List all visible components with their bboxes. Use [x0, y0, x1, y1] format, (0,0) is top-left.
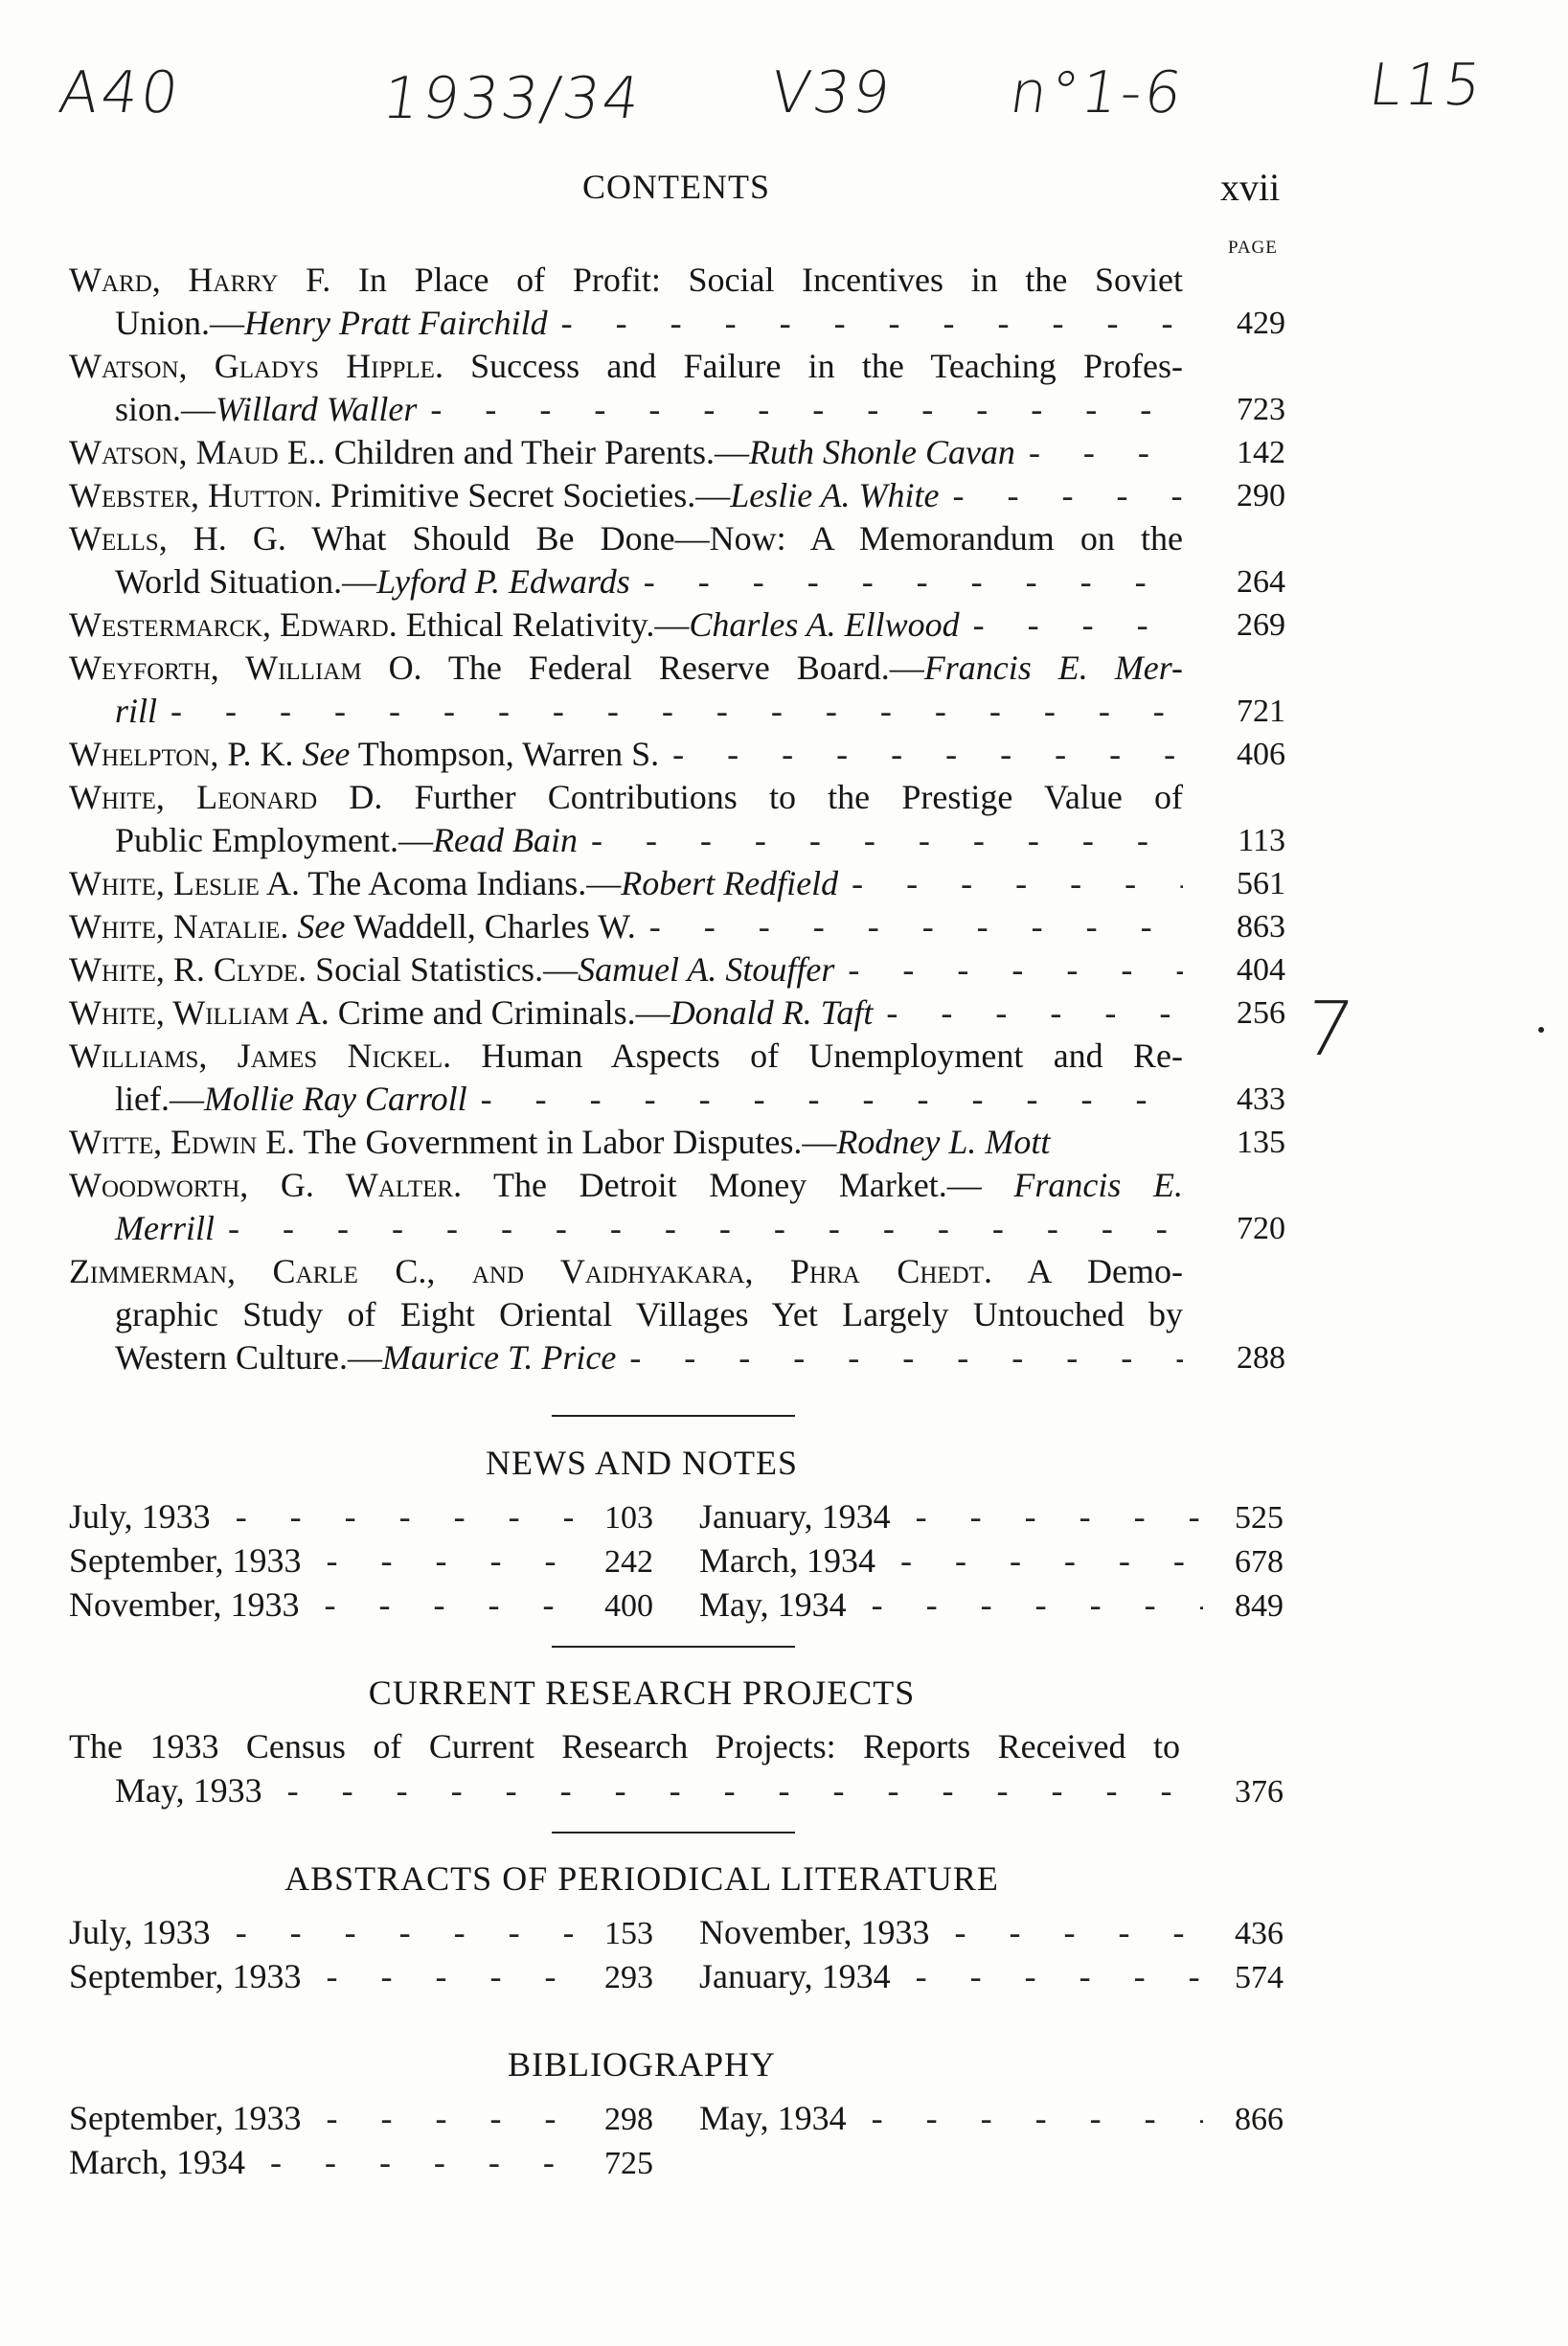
- list-item: [69, 517, 1285, 604]
- author-name: White, Natalie.: [69, 907, 289, 945]
- author-name: Whelpton, P. K.: [69, 735, 294, 773]
- issue-label: July, 1933: [69, 1913, 211, 1951]
- list-item: [69, 1910, 653, 1956]
- leader-dots: [916, 1954, 1203, 1998]
- leader-dots: [644, 560, 1183, 604]
- reviewer-name: Robert Redfield: [621, 864, 839, 902]
- page-ref: 288: [1237, 1340, 1285, 1376]
- list-item: [69, 1121, 1285, 1164]
- list-item: [69, 1954, 653, 2000]
- leader-dots: [900, 1538, 1203, 1583]
- page-ref: 142: [1237, 435, 1285, 470]
- section-title-abstracts: ABSTRACTS OF PERIODICAL LITERATURE: [284, 1859, 999, 1898]
- page-ref: 290: [1237, 478, 1285, 513]
- leader-dots: [270, 2140, 573, 2184]
- section-divider: [552, 1832, 795, 1834]
- reviewer-name: Leslie A. White: [730, 476, 940, 514]
- leader-dots: [955, 1910, 1203, 1954]
- leader-dots: [591, 819, 1183, 862]
- book-title: World Situation.—: [115, 562, 377, 601]
- list-item: [699, 2096, 1284, 2142]
- list-item: [69, 2096, 653, 2142]
- section-title-bibliography: BIBLIOGRAPHY: [507, 2045, 776, 2084]
- leader-dots: [872, 2096, 1203, 2140]
- leader-dots: [852, 862, 1183, 905]
- leader-dots: [1029, 431, 1183, 474]
- list-item: [699, 1910, 1284, 1956]
- leader-dots: [325, 1583, 573, 1627]
- handwritten-note: A40: [55, 59, 186, 126]
- book-title: Success and Failure in the Teaching Profes-: [443, 347, 1183, 385]
- issue-label: November, 1933: [699, 1913, 930, 1951]
- leader-dots: [973, 604, 1183, 647]
- list-item: [69, 259, 1285, 345]
- section-title-news: NEWS AND NOTES: [486, 1444, 798, 1482]
- author-name: Woodworth, G. Walter.: [69, 1166, 463, 1204]
- author-name: White, Leonard D.: [69, 778, 383, 816]
- leader-dots: [481, 1078, 1183, 1121]
- page-ref: 404: [1237, 952, 1285, 988]
- page-ref: 298: [604, 2102, 653, 2137]
- list-item: [69, 1250, 1285, 1379]
- list-item: [69, 1583, 653, 1629]
- ink-dot: [1538, 1027, 1544, 1033]
- book-title: What Should Be Done—Now: A Memorandum on the: [285, 519, 1183, 558]
- reviewer-name: Willard Waller: [216, 390, 418, 428]
- research-description: The 1933 Census of Current Research Projects: Reports Received to: [69, 1727, 1180, 1765]
- issue-label: September, 1933: [69, 2099, 302, 2137]
- section-divider: [552, 1646, 795, 1648]
- cross-reference: Waddell, Charles W.: [345, 907, 636, 945]
- book-title: Ethical Relativity.—: [397, 605, 690, 644]
- list-item: [699, 1538, 1284, 1584]
- leader-dots: [916, 1494, 1203, 1538]
- page-ref: 103: [604, 1500, 653, 1536]
- leader-dots: [886, 991, 1183, 1035]
- leader-dots: [327, 1954, 573, 1998]
- list-item: [69, 905, 1285, 948]
- handwritten-note: 1933/34: [378, 65, 648, 132]
- issue-label: May, 1934: [699, 1585, 847, 1624]
- author-name: White, Leslie A.: [69, 864, 300, 902]
- reviewer-name: Lyford P. Edwards: [376, 562, 630, 601]
- book-title: Primitive Secret Societies.—: [322, 476, 731, 514]
- reviewer-name: Samuel A. Stouffer: [578, 950, 835, 989]
- list-item: [69, 733, 1285, 776]
- page-ref: 242: [604, 1544, 653, 1580]
- author-name: Zimmerman, Carle C., and Vaidhyakara, Phra Chedt.: [69, 1252, 992, 1290]
- leader-dots: [287, 1768, 1203, 1812]
- book-title: sion.—: [115, 390, 216, 428]
- list-item: [69, 1035, 1285, 1121]
- page-ref: 256: [1237, 995, 1285, 1031]
- page-number: xvii: [1220, 166, 1281, 209]
- list-item: [115, 1768, 1284, 1814]
- list-item: [69, 1494, 653, 1540]
- author-name: Westermarck, Edward.: [69, 605, 398, 644]
- leader-dots: [953, 474, 1183, 517]
- issue-label: January, 1934: [699, 1497, 891, 1536]
- handwritten-note: n°1-6: [1006, 59, 1189, 126]
- leader-dots: [848, 948, 1183, 991]
- reviewer-name: Rodney L. Mott: [836, 1123, 1051, 1161]
- page-column-label: PAGE: [1228, 238, 1278, 258]
- book-title: The Federal Reserve Board.—: [421, 649, 924, 687]
- page-ref: 525: [1235, 1500, 1284, 1536]
- reviewer-name: Francis E. Mer-: [923, 649, 1183, 687]
- page-header: [0, 159, 1568, 216]
- list-item: [69, 647, 1285, 733]
- page-ref: 269: [1237, 607, 1285, 643]
- issue-label: January, 1934: [699, 1957, 891, 1995]
- reviewer-name: Charles A. Ellwood: [689, 605, 960, 644]
- page-ref: 376: [1235, 1774, 1284, 1810]
- page-ref: 574: [1235, 1960, 1284, 1995]
- author-name: Witte, Edwin E.: [69, 1123, 296, 1161]
- book-title: A Demo-: [992, 1252, 1183, 1290]
- issue-label: March, 1934: [69, 2143, 245, 2181]
- leader-dots: [170, 690, 1183, 733]
- page-ref: 135: [1237, 1125, 1285, 1160]
- author-name: White, R. Clyde.: [69, 950, 307, 989]
- leader-dots: [672, 733, 1183, 776]
- list-item: [69, 474, 1285, 517]
- see-also-label: See: [302, 735, 351, 773]
- author-name: Ward, Harry F.: [69, 261, 331, 299]
- page-title: CONTENTS: [582, 168, 770, 206]
- list-item: [699, 1954, 1284, 2000]
- see-also-label: See: [297, 907, 346, 945]
- leader-dots: [561, 302, 1183, 345]
- list-item: [69, 948, 1285, 991]
- list-item: [699, 1494, 1284, 1540]
- page-ref: 400: [604, 1588, 653, 1624]
- reviewer-name: Donald R. Taft: [670, 993, 874, 1032]
- book-title: . Children and Their Parents.—: [316, 433, 749, 471]
- section-divider: [552, 1415, 795, 1417]
- book-title: Social Statistics.—: [307, 950, 579, 989]
- page-ref: 721: [1237, 694, 1285, 729]
- page-ref: 153: [604, 1916, 653, 1951]
- list-item: [69, 1538, 653, 1584]
- section-title-research: CURRENT RESEARCH PROJECTS: [368, 1674, 916, 1712]
- page-ref: 723: [1237, 392, 1285, 427]
- page-ref: 264: [1237, 564, 1285, 600]
- book-title: lief.—: [115, 1080, 204, 1118]
- page-ref: 113: [1238, 823, 1285, 858]
- book-title: Union.—: [115, 304, 244, 342]
- book-title: The Acoma Indians.—: [299, 864, 622, 902]
- book-title: Crime and Criminals.—: [329, 993, 670, 1032]
- handwritten-note: V39: [766, 59, 898, 126]
- page-ref: 433: [1237, 1082, 1285, 1117]
- author-name: Watson, Maud E.: [69, 433, 317, 471]
- page-ref: 678: [1235, 1544, 1284, 1580]
- author-name: Webster, Hutton.: [69, 476, 323, 514]
- leader-dots: [872, 1583, 1203, 1627]
- page-ref: 429: [1237, 306, 1285, 341]
- issue-label: May, 1934: [699, 2099, 847, 2137]
- leader-dots: [228, 1207, 1183, 1250]
- reviewer-name: Merrill: [115, 1209, 215, 1247]
- list-item: [69, 991, 1285, 1035]
- research-description: May, 1933: [115, 1771, 262, 1810]
- list-item: [69, 431, 1285, 474]
- book-title: The Detroit Money Market.—: [462, 1166, 982, 1204]
- list-item: [69, 776, 1285, 862]
- list-item: [69, 862, 1285, 905]
- author-name: Wells, H. G.: [69, 519, 286, 558]
- page-ref: 561: [1237, 866, 1285, 901]
- leader-dots: [649, 905, 1183, 948]
- leader-dots: [327, 1538, 573, 1583]
- book-title: Western Culture.—: [115, 1338, 383, 1377]
- leader-dots: [629, 1336, 1183, 1379]
- page-ref: 436: [1235, 1916, 1284, 1951]
- list-item: [69, 604, 1285, 647]
- research-projects-entry: [69, 1724, 1284, 1810]
- book-title: The Government in Labor Disputes.—: [295, 1123, 837, 1161]
- page-ref: 293: [604, 1960, 653, 1995]
- issue-label: November, 1933: [69, 1585, 300, 1624]
- list-item: [699, 1583, 1284, 1629]
- page-ref: 866: [1235, 2102, 1284, 2137]
- book-title: Further Contributions to the Prestige Value of: [382, 778, 1184, 816]
- book-title: graphic Study of Eight Oriental Villages Yet Largely Untouched by: [115, 1295, 1183, 1333]
- list-item: [69, 1164, 1285, 1250]
- list-item: [69, 2140, 653, 2186]
- handwritten-mark: 7: [1298, 987, 1361, 1073]
- cross-reference: Thompson, Warren S.: [350, 735, 660, 773]
- leader-dots: [236, 1910, 573, 1954]
- reviewer-name: Maurice T. Price: [382, 1338, 617, 1377]
- book-title: In Place of Profit: Social Incentives in the Soviet: [330, 261, 1183, 299]
- reviewer-name: Read Bain: [432, 821, 578, 859]
- book-title: Human Aspects of Unemployment and Re-: [451, 1036, 1183, 1075]
- issue-label: September, 1933: [69, 1541, 302, 1580]
- reviewer-name: rill: [115, 692, 158, 730]
- author-name: Watson, Gladys Hipple.: [69, 347, 443, 385]
- leader-dots: [327, 2096, 573, 2140]
- author-name: Williams, James Nickel.: [69, 1036, 452, 1075]
- page-ref: 406: [1237, 737, 1285, 772]
- page-ref: 863: [1237, 909, 1285, 945]
- book-title: Public Employment.—: [115, 821, 433, 859]
- author-name: Weyforth, William O.: [69, 649, 422, 687]
- issue-label: September, 1933: [69, 1957, 302, 1995]
- list-item: [69, 345, 1285, 431]
- reviewer-name: Francis E.: [1013, 1166, 1183, 1204]
- page-ref: 849: [1235, 1588, 1284, 1624]
- reviewer-name: Ruth Shonle Cavan: [748, 433, 1015, 471]
- leader-dots: [430, 388, 1183, 431]
- page-ref: 720: [1237, 1211, 1285, 1246]
- review-entry-list: [69, 259, 1285, 1379]
- leader-dots: [236, 1494, 573, 1538]
- reviewer-name: Henry Pratt Fairchild: [244, 304, 548, 342]
- handwritten-note: L15: [1365, 52, 1488, 119]
- reviewer-name: Mollie Ray Carroll: [203, 1080, 467, 1118]
- issue-label: July, 1933: [69, 1497, 211, 1536]
- page-ref: 725: [604, 2146, 653, 2181]
- author-name: White, William A.: [69, 993, 330, 1032]
- issue-label: March, 1934: [699, 1541, 875, 1580]
